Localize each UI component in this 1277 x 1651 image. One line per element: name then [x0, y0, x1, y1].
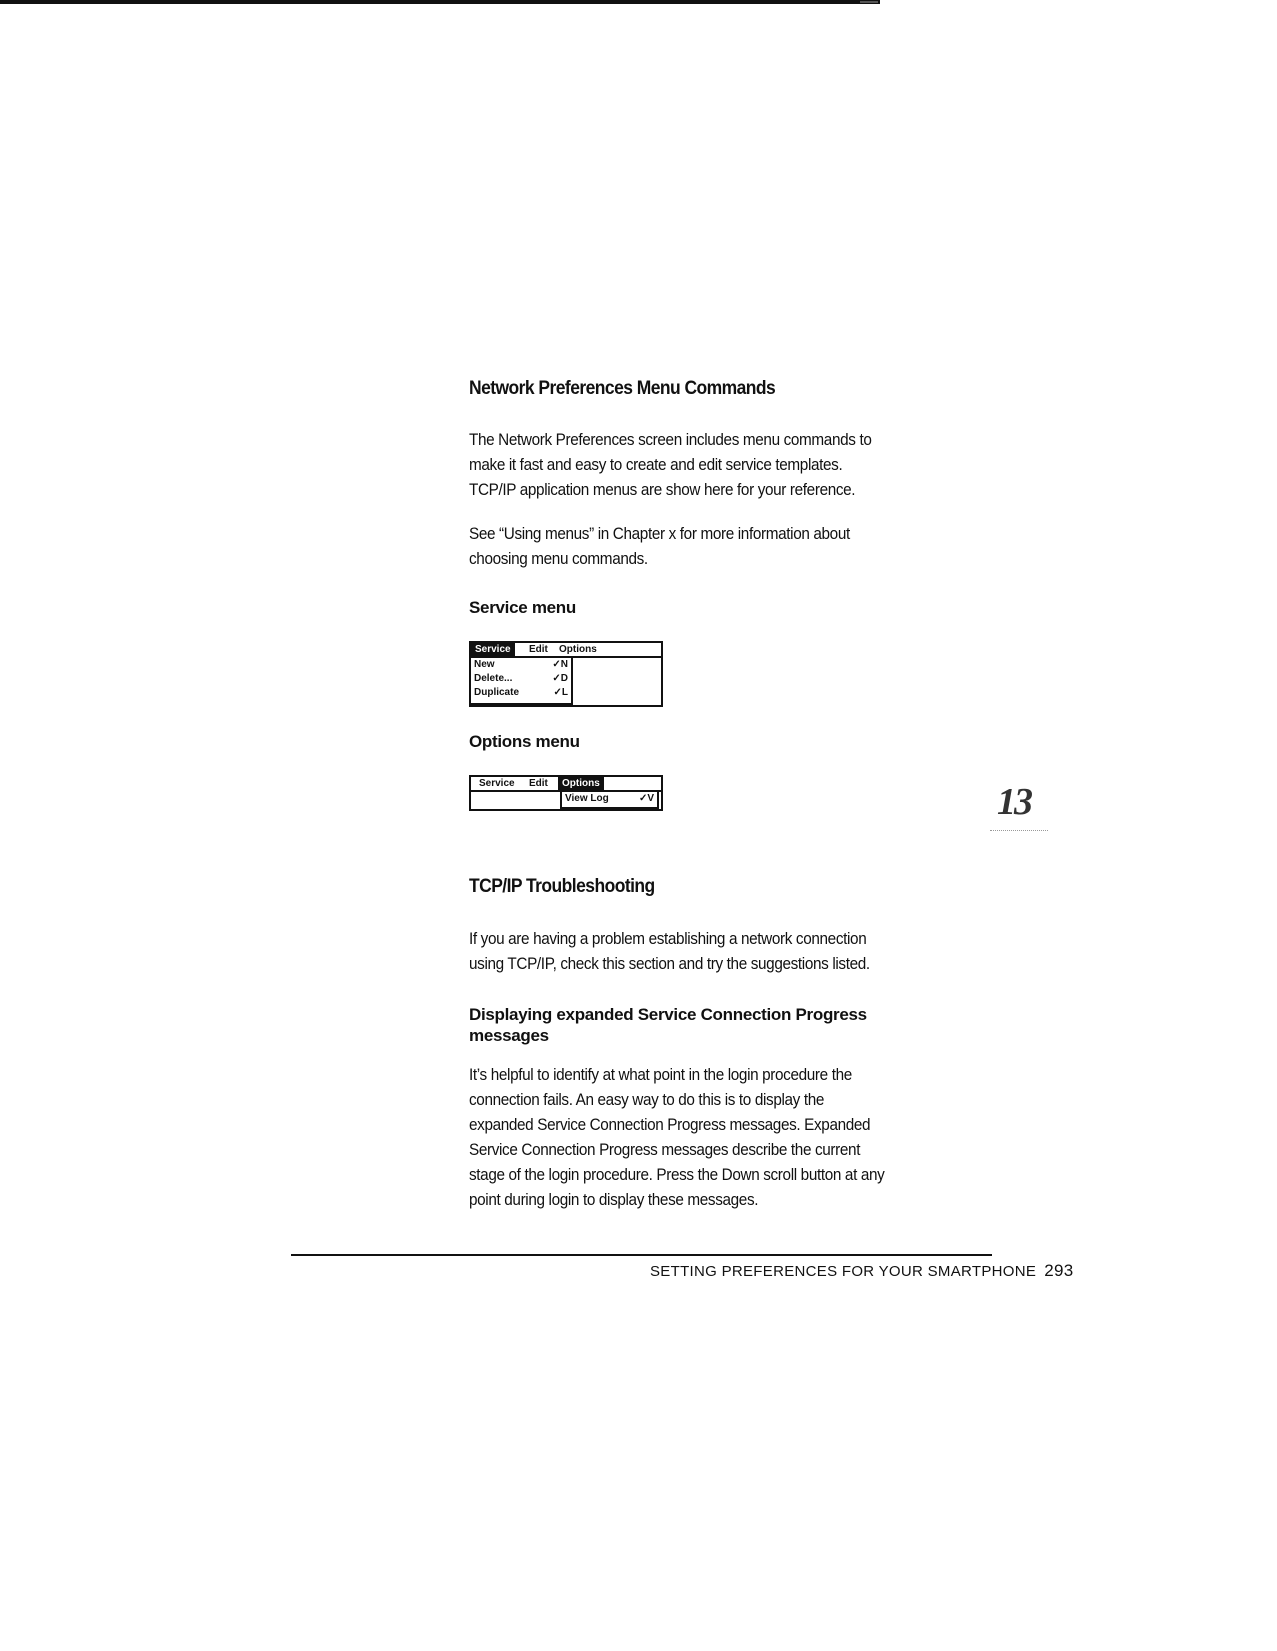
page-number: 293 — [1044, 1261, 1074, 1280]
menu-bar — [471, 643, 661, 658]
tab-edit[interactable]: Edit — [529, 778, 548, 789]
options-menu-screenshot — [469, 775, 663, 811]
section-see-also-paragraph — [469, 521, 989, 571]
menu-item-delete[interactable] — [474, 673, 568, 685]
page-footer — [650, 1261, 1073, 1281]
section-intro-paragraph — [469, 427, 989, 502]
section-tcpip-intro — [469, 926, 989, 976]
menu-item-shortcut: ✓N — [552, 659, 568, 670]
menu-item-shortcut: ✓D — [552, 673, 568, 684]
section-tcpip-troubleshooting — [469, 876, 989, 898]
paragraph: See “Using menus” in Chapter x for more information about choosing menu commands. — [469, 524, 850, 568]
section-heading: TCP/IP Troubleshooting — [469, 876, 655, 897]
service-menu-screenshot — [469, 641, 663, 707]
tab-service[interactable]: Service — [479, 778, 515, 789]
top-rule — [0, 0, 880, 4]
tab-edit[interactable]: Edit — [529, 644, 548, 655]
paragraph: If you are having a problem establishing a network connection using TCP/IP, check this section and try the suggestions listed. — [469, 929, 870, 973]
top-rule-tail — [860, 1, 878, 3]
menu-item-shortcut: ✓L — [553, 687, 568, 698]
menu-item-label: New — [474, 659, 495, 670]
menu-item-label: View Log — [565, 793, 609, 804]
menu-item-new[interactable] — [474, 659, 568, 671]
service-menu-heading: Service menu — [469, 598, 576, 617]
subsection-heading-wrap — [469, 1004, 989, 1046]
section-network-preferences — [469, 378, 989, 400]
subsection-body — [469, 1062, 989, 1212]
menu-item-view-log[interactable] — [565, 793, 654, 805]
section-heading: Network Preferences Menu Commands — [469, 378, 776, 399]
footer-rule — [291, 1254, 992, 1256]
options-menu-heading-wrap — [469, 732, 989, 752]
options-dropdown — [560, 792, 659, 809]
tab-service[interactable]: Service — [471, 643, 515, 656]
chapter-number: 13 — [997, 781, 1031, 823]
paragraph: The Network Preferences screen includes menu commands to make it fast and easy to create and edit service templates. TCP/IP application menus are show here for your reference. — [469, 430, 872, 499]
subsection-heading: Displaying expanded Service Connection Progress messages — [469, 1005, 867, 1045]
service-dropdown — [469, 658, 573, 705]
menu-bar — [471, 777, 661, 792]
menu-item-duplicate[interactable] — [474, 687, 568, 699]
running-title: SETTING PREFERENCES FOR YOUR SMARTPHONE — [650, 1263, 1037, 1280]
tab-options[interactable]: Options — [559, 644, 597, 655]
tab-options[interactable]: Options — [558, 777, 604, 790]
service-menu-heading-wrap — [469, 598, 989, 618]
menu-item-label: Duplicate — [474, 687, 520, 698]
paragraph: It’s helpful to identify at what point in the login procedure the connection fails. An easy way to do this is to display the expanded Service Connection Progress messages. Expanded Service Connection Progress messages describe the current stage of the login procedure. Press the Down scroll button at any point during login to display these messages. — [469, 1065, 885, 1209]
menu-item-label: Delete... — [474, 673, 513, 684]
menu-item-shortcut: ✓V — [638, 793, 654, 804]
options-menu-heading: Options menu — [469, 732, 580, 751]
